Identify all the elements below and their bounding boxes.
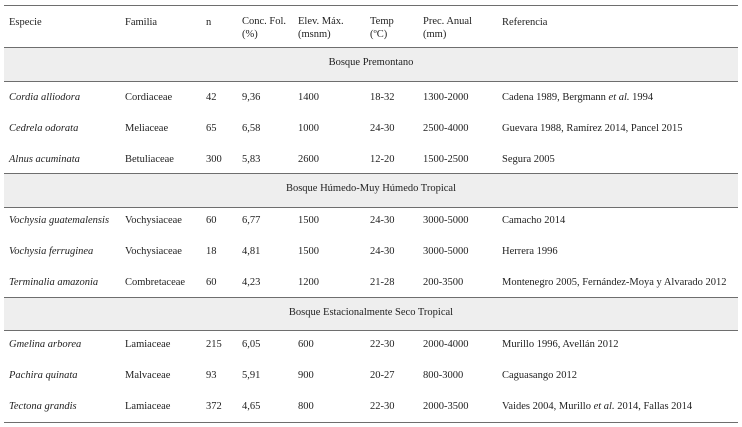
cell-referencia xyxy=(502,400,692,413)
table-row xyxy=(4,236,738,267)
ref-text-end: 2014, Fallas 2014 xyxy=(614,401,693,412)
header-referencia: Referencia xyxy=(502,17,548,28)
cell-conc: 4,81 xyxy=(242,246,261,257)
header-prec-line2: (mm) xyxy=(423,29,447,40)
ref-text: Herrera 1996 xyxy=(502,246,558,257)
cell-familia: Betuliaceae xyxy=(125,154,174,165)
header-temp-line2: (ºC) xyxy=(370,29,388,40)
cell-temp: 20-27 xyxy=(370,370,395,381)
cell-prec: 2000-3500 xyxy=(423,401,469,412)
cell-especie: Cordia alliodora xyxy=(9,92,81,103)
cell-prec: 2000-4000 xyxy=(423,339,469,350)
table-row xyxy=(4,205,738,236)
header-prec-anual xyxy=(423,15,472,41)
cell-conc: 4,23 xyxy=(242,277,261,288)
cell-familia: Lamiaceae xyxy=(125,339,171,350)
data-table xyxy=(4,0,738,427)
header-conc-fol-line1: Conc. Fol. xyxy=(242,16,287,27)
header-prec-line1: Prec. Anual xyxy=(423,16,472,27)
group-title: Bosque Estacionalmente Seco Tropical xyxy=(288,307,454,318)
cell-temp: 24-30 xyxy=(370,246,395,257)
ref-text: Guevara 1988, Ramírez 2014, Pancel 2015 xyxy=(502,123,683,134)
table-row xyxy=(4,113,738,144)
header-temp-line1: Temp xyxy=(370,16,394,27)
table-row xyxy=(4,360,738,391)
cell-elev: 1000 xyxy=(298,123,319,134)
group-title: Bosque Premontano xyxy=(328,57,414,68)
ref-italic: et al. xyxy=(593,401,615,412)
header-conc-fol-line2: (%) xyxy=(242,29,258,40)
cell-especie: Terminalia amazonia xyxy=(9,277,99,288)
cell-especie: Vochysia guatemalensis xyxy=(9,215,110,226)
cell-conc: 6,58 xyxy=(242,123,261,134)
cell-prec: 1500-2500 xyxy=(423,154,469,165)
header-temp xyxy=(370,15,394,41)
cell-elev: 1500 xyxy=(298,215,319,226)
cell-prec: 200-3500 xyxy=(423,277,464,288)
cell-elev: 1200 xyxy=(298,277,319,288)
cell-conc: 6,05 xyxy=(242,339,261,350)
ref-text: Cadena 1989, Bergmann xyxy=(502,92,609,103)
cell-n: 42 xyxy=(206,92,217,103)
cell-prec: 800-3000 xyxy=(423,370,464,381)
cell-especie: Alnus acuminata xyxy=(9,154,80,165)
cell-prec: 1300-2000 xyxy=(423,92,469,103)
table-header xyxy=(4,0,738,47)
cell-familia: Lamiaceae xyxy=(125,401,171,412)
cell-referencia xyxy=(502,369,577,382)
header-elev-max xyxy=(298,15,344,41)
cell-referencia xyxy=(502,122,683,135)
cell-temp: 21-28 xyxy=(370,277,395,288)
header-especie: Especie xyxy=(9,17,42,28)
cell-prec: 2500-4000 xyxy=(423,123,469,134)
ref-text-end: 1994 xyxy=(629,92,654,103)
group-band xyxy=(4,298,738,331)
ref-text: Montenegro 2005, Fernández-Moya y Alvarado 2012 xyxy=(502,277,727,288)
cell-familia: Meliaceae xyxy=(125,123,169,134)
cell-familia: Cordiaceae xyxy=(125,92,173,103)
cell-n: 215 xyxy=(206,339,222,350)
cell-conc: 5,83 xyxy=(242,154,261,165)
cell-n: 60 xyxy=(206,277,217,288)
cell-temp: 22-30 xyxy=(370,339,395,350)
cell-referencia xyxy=(502,91,653,104)
ref-text: Caguasango 2012 xyxy=(502,370,577,381)
cell-especie: Gmelina arborea xyxy=(9,339,82,350)
ref-italic: et al. xyxy=(608,92,630,103)
table-row xyxy=(4,267,738,298)
table-row xyxy=(4,329,738,360)
cell-referencia xyxy=(502,276,727,289)
header-conc-fol xyxy=(242,15,286,41)
cell-conc: 9,36 xyxy=(242,92,261,103)
header-elev-line2: (msnm) xyxy=(298,29,331,40)
cell-elev: 600 xyxy=(298,339,314,350)
bottom-rule xyxy=(4,422,738,423)
cell-referencia xyxy=(502,214,565,227)
cell-n: 300 xyxy=(206,154,222,165)
cell-prec: 3000-5000 xyxy=(423,246,469,257)
cell-n: 93 xyxy=(206,370,217,381)
group-title: Bosque Húmedo-Muy Húmedo Tropical xyxy=(285,183,457,194)
cell-conc: 4,65 xyxy=(242,401,261,412)
header-familia: Familia xyxy=(125,17,158,28)
table-row xyxy=(4,82,738,113)
cell-referencia xyxy=(502,338,618,351)
cell-prec: 3000-5000 xyxy=(423,215,469,226)
ref-text: Murillo 1996, Avellán 2012 xyxy=(502,339,619,350)
cell-temp: 12-20 xyxy=(370,154,395,165)
cell-n: 18 xyxy=(206,246,217,257)
ref-text: Segura 2005 xyxy=(502,154,555,165)
cell-especie: Vochysia ferruginea xyxy=(9,246,94,257)
cell-elev: 900 xyxy=(298,370,314,381)
cell-referencia xyxy=(502,245,558,258)
cell-familia: Vochysiaceae xyxy=(125,246,182,257)
cell-conc: 6,77 xyxy=(242,215,261,226)
cell-familia: Malvaceae xyxy=(125,370,171,381)
cell-familia: Vochysiaceae xyxy=(125,215,182,226)
cell-n: 65 xyxy=(206,123,217,134)
cell-elev: 1500 xyxy=(298,246,319,257)
cell-especie: Pachira quinata xyxy=(9,370,78,381)
ref-text: Vaides 2004, Murillo xyxy=(502,401,594,412)
cell-elev: 2600 xyxy=(298,154,319,165)
cell-temp: 24-30 xyxy=(370,123,395,134)
cell-elev: 800 xyxy=(298,401,314,412)
group-band xyxy=(4,174,738,207)
cell-referencia xyxy=(502,153,555,166)
header-n: n xyxy=(206,17,212,28)
cell-conc: 5,91 xyxy=(242,370,261,381)
table-row xyxy=(4,391,738,422)
ref-text: Camacho 2014 xyxy=(502,215,566,226)
cell-n: 60 xyxy=(206,215,217,226)
header-elev-line1: Elev. Máx. xyxy=(298,16,344,27)
table-row xyxy=(4,144,738,175)
cell-especie: Tectona grandis xyxy=(9,401,77,412)
cell-temp: 24-30 xyxy=(370,215,395,226)
cell-familia: Combretaceae xyxy=(125,277,186,288)
cell-especie: Cedrela odorata xyxy=(9,123,79,134)
cell-n: 372 xyxy=(206,401,222,412)
cell-elev: 1400 xyxy=(298,92,319,103)
cell-temp: 18-32 xyxy=(370,92,395,103)
cell-temp: 22-30 xyxy=(370,401,395,412)
group-band xyxy=(4,48,738,81)
